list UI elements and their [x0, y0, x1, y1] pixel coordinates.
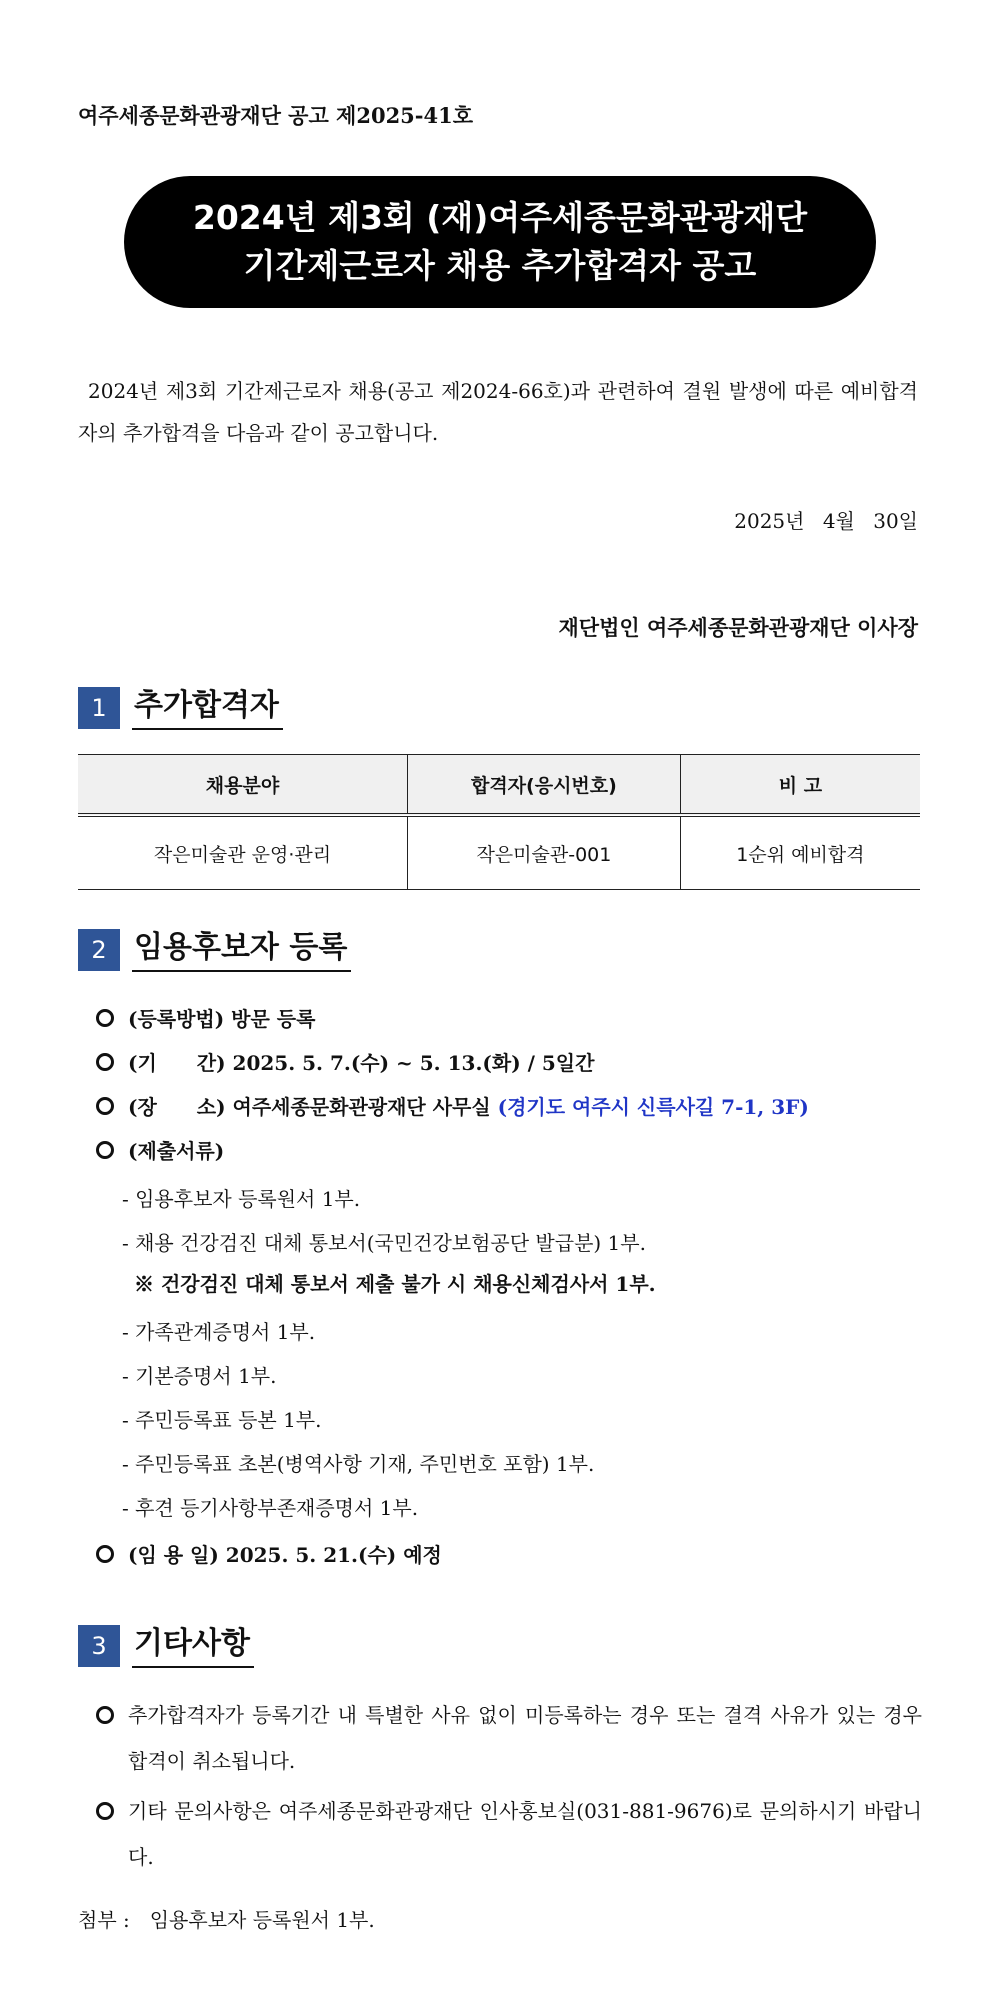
document-item: - 가족관계증명서 1부. — [122, 1320, 316, 1344]
document-item: - 주민등록표 등본 1부. — [122, 1408, 322, 1432]
column-header: 채용분야 — [78, 755, 407, 816]
section-1-heading — [78, 686, 283, 730]
circle-bullet-icon — [96, 1545, 114, 1563]
circle-bullet-icon — [96, 1706, 114, 1724]
issuer: 재단법인 여주세종문화관광재단 이사장 — [558, 615, 918, 640]
other-item: 기타 문의사항은 여주세종문화관광재단 인사홍보실(031-881-9676)로 문의하시기 바랍니다. — [96, 1788, 922, 1880]
document-item: - 임용후보자 등록원서 1부. — [122, 1187, 361, 1211]
document-item: - 채용 건강검진 대체 통보서(국민건강보험공단 발급분) 1부. — [122, 1231, 646, 1255]
title-line-2: 기간제근로자 채용 추가합격자 공고 — [243, 246, 757, 285]
table-cell: 1순위 예비합격 — [680, 815, 920, 890]
place-address: (경기도 여주시 신륵사길 7-1, 3F) — [497, 1095, 809, 1119]
circle-bullet-icon — [96, 1053, 114, 1071]
table-cell: 작은미술관-001 — [407, 815, 680, 890]
documents-label: (제출서류) — [96, 1135, 224, 1164]
section-title: 추가합격자 — [132, 686, 283, 730]
section-title: 기타사항 — [132, 1624, 254, 1668]
circle-bullet-icon — [96, 1009, 114, 1027]
column-header: 비 고 — [680, 755, 920, 816]
circle-bullet-icon — [96, 1802, 114, 1820]
registration-period: (기 간) 2025. 5. 7.(수) ~ 5. 13.(화) / 5일간 — [96, 1047, 594, 1076]
registration-place: (장 소) 여주세종문화관광재단 사무실 (경기도 여주시 신륵사길 7-1, 3F) — [96, 1091, 809, 1120]
table-header-row — [78, 755, 920, 816]
registration-method: (등록방법) 방문 등록 — [96, 1003, 315, 1032]
appointment-date: (임 용 일) 2025. 5. 21.(수) 예정 — [96, 1539, 442, 1568]
section-number: 2 — [78, 929, 120, 971]
section-2-heading — [78, 928, 351, 972]
document-item: - 기본증명서 1부. — [122, 1364, 277, 1388]
column-header: 합격자(응시번호) — [407, 755, 680, 816]
title-line-1: 2024년 제3회 (재)여주세종문화관광재단 — [192, 198, 808, 237]
title-banner — [124, 176, 876, 308]
section-number: 3 — [78, 1625, 120, 1667]
attachment-note: 첨부 : 임용후보자 등록원서 1부. — [78, 1908, 375, 1932]
other-item: 추가합격자가 등록기간 내 특별한 사유 없이 미등록하는 경우 또는 결격 사유가 있는 경우 합격이 취소됩니다. — [96, 1692, 922, 1784]
notice-number: 여주세종문화관광재단 공고 제2025-41호 — [78, 103, 474, 128]
document-item: - 후견 등기사항부존재증명서 1부. — [122, 1496, 419, 1520]
section-number: 1 — [78, 687, 120, 729]
table-cell: 작은미술관 운영·관리 — [78, 815, 407, 890]
section-title: 임용후보자 등록 — [132, 928, 351, 972]
circle-bullet-icon — [96, 1141, 114, 1159]
section-3-heading — [78, 1624, 254, 1668]
results-table — [78, 754, 920, 890]
table-row — [78, 815, 920, 890]
notice-date: 2025년 4월 30일 — [734, 509, 918, 533]
documents-note: ※ 건강검진 대체 통보서 제출 불가 시 채용신체검사서 1부. — [134, 1272, 656, 1296]
circle-bullet-icon — [96, 1097, 114, 1115]
intro-paragraph: 2024년 제3회 기간제근로자 채용(공고 제2024-66호)과 관련하여 결원 발생에 따른 예비합격자의 추가합격을 다음과 같이 공고합니다. — [78, 379, 918, 445]
document-item: - 주민등록표 초본(병역사항 기재, 주민번호 포함) 1부. — [122, 1452, 595, 1476]
